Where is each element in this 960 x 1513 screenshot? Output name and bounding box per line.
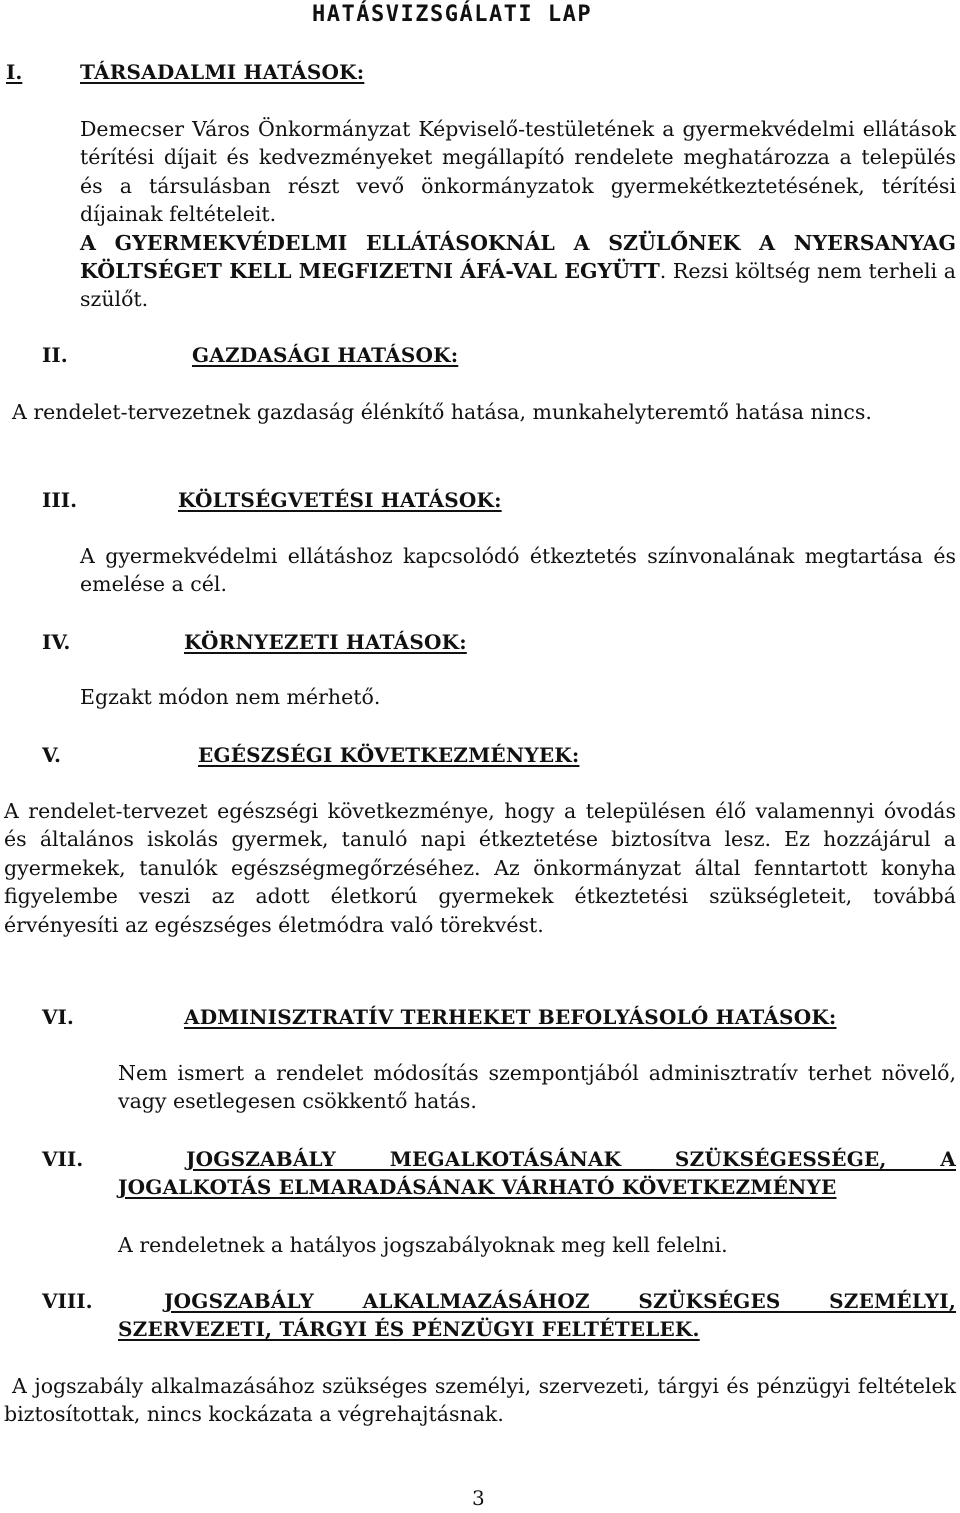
section-number-1: I. xyxy=(6,60,23,84)
section-text-3: A gyermekvédelmi ellátáshoz kapcsolódó étkeztetés színvonalának megtartása és emelése a cél. xyxy=(80,544,956,597)
section-heading-7-line2: JOGALKOTÁS ELMARADÁSÁNAK VÁRHATÓ KÖVETKEZMÉNYE xyxy=(118,1175,837,1199)
section-body-5 xyxy=(4,797,956,939)
section-text-5: A rendelet-tervezet egészségi következménye, hogy a településen élő valamennyi óvodás és általános iskolás gyermek, tanuló napi étkeztetése biztosítva lesz. Ez hozzájárul a gyermekek, tanulók egészségmegőrzéséhez. Az önkormányzat által fenntartott konyha figyelembe veszi az adott életkorú gyermekek étkeztetési szükségleteit, továbbá érvényesíti az egészséges életmódra való törekvést. xyxy=(4,799,956,937)
section-text-7: A rendeletnek a hatályos jogszabályoknak meg kell felelni. xyxy=(118,1233,728,1257)
section-heading-8-line2: SZERVEZETI, TÁRGYI ÉS PÉNZÜGYI FELTÉTELEK. xyxy=(118,1317,700,1341)
section-number-3: III. xyxy=(42,488,78,512)
section-text-6: Nem ismert a rendelet módosítás szempontjából adminisztratív terhet növelő, vagy esetlegesen csökkentő hatás. xyxy=(118,1061,956,1114)
section-bold-1: A GYERMEKVÉDELMI ELLÁTÁSOKNÁL A SZÜLŐNEK A NYERSANYAG KÖLTSÉGET KELL MEGFIZETNI ÁFÁ-VAL EGYÜTT xyxy=(80,230,956,284)
section-body-2 xyxy=(4,398,956,426)
section-heading-1: TÁRSADALMI HATÁSOK: xyxy=(80,60,365,84)
section-heading-4: KÖRNYEZETI HATÁSOK: xyxy=(184,630,467,654)
section-number-4: IV. xyxy=(42,630,71,654)
section-body-7 xyxy=(118,1231,956,1259)
section-body-6 xyxy=(118,1059,956,1116)
section-heading-6: ADMINISZTRATÍV TERHEKET BEFOLYÁSOLÓ HATÁSOK: xyxy=(184,1005,837,1029)
section-body-1 xyxy=(80,115,956,314)
section-heading-7-line1: JOGSZABÁLY MEGALKOTÁSÁNAK SZÜKSÉGESSÉGE, A xyxy=(186,1147,956,1171)
section-number-6: VI. xyxy=(42,1005,74,1029)
section-number-2: II. xyxy=(42,343,68,367)
section-text-8: A jogszabály alkalmazásához szükséges személyi, szervezeti, tárgyi és pénzügyi feltételek biztosítottak, nincs kockázata a végrehajtásnak. xyxy=(4,1374,956,1427)
page-number: 3 xyxy=(472,1486,485,1510)
section-text-4: Egzakt módon nem mérhető. xyxy=(80,685,381,709)
section-number-8: VIII. xyxy=(42,1289,93,1313)
section-body-8 xyxy=(4,1372,956,1429)
section-body-3 xyxy=(80,542,956,599)
section-text-2: A rendelet-tervezetnek gazdaság élénkítő hatása, munkahelyteremtő hatása nincs. xyxy=(12,400,872,424)
section-number-5: V. xyxy=(42,743,61,767)
section-heading-3: KÖLTSÉGVETÉSI HATÁSOK: xyxy=(178,488,502,512)
section-heading-2: GAZDASÁGI HATÁSOK: xyxy=(192,343,459,367)
section-body-4 xyxy=(80,683,956,711)
section-text-1: Demecser Város Önkormányzat Képviselő-testületének a gyermekvédelmi ellátások térítési díjait és kedvezményeket megállapító rendelete meghatározza a település és a társulásban részt vevő önkormányzatok gyermekétkeztetésének, térítési díjainak feltételeit. xyxy=(80,117,956,227)
section-number-7: VII. xyxy=(42,1147,84,1171)
section-text-1-bold xyxy=(80,229,956,314)
section-heading-5: EGÉSZSÉGI KÖVETKEZMÉNYEK: xyxy=(198,743,580,767)
document-title: HATÁSVIZSGÁLATI LAP xyxy=(312,2,593,27)
section-after-bold-1: . Rezsi költség nem terheli a szülőt. xyxy=(80,259,956,312)
section-heading-8-line1: JOGSZABÁLY ALKALMAZÁSÁHOZ SZÜKSÉGES SZEMÉLYI, xyxy=(164,1289,956,1313)
